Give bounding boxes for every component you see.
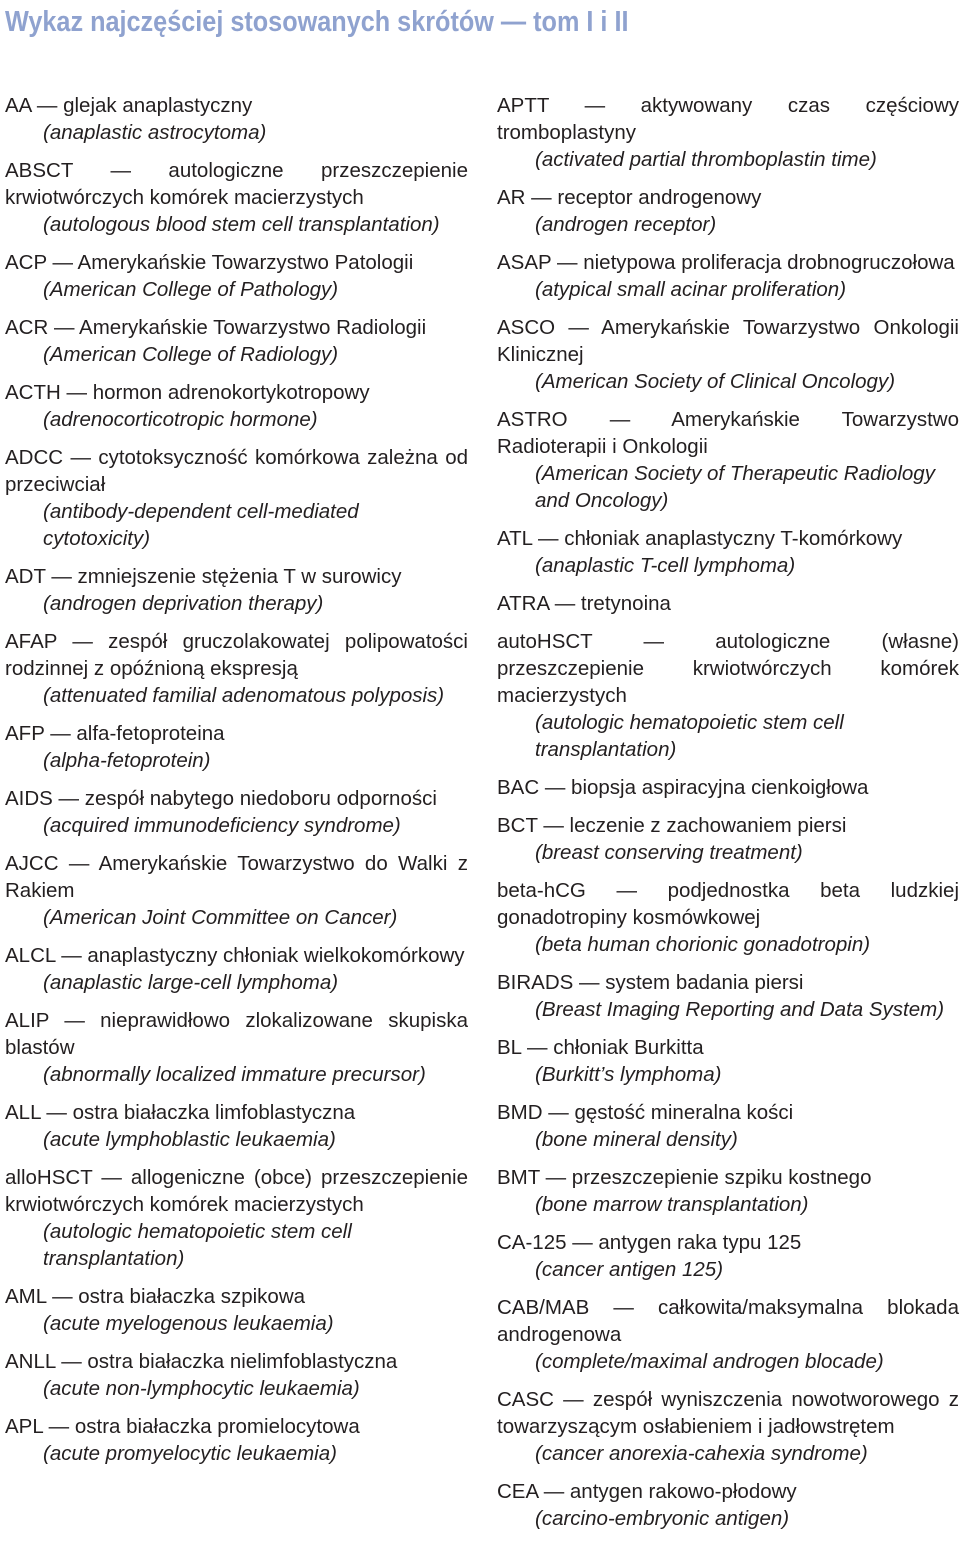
list-item — [497, 590, 959, 617]
english-expansion: (antibody-dependent cell-mediated cytotoxicity) — [43, 500, 359, 550]
english-expansion: (Breast Imaging Reporting and Data System) — [535, 998, 945, 1021]
abbreviation-term: AJCC — Amerykańskie Towarzystwo do Walki z Rakiem — [5, 852, 468, 902]
english-expansion: (American College of Radiology) — [43, 343, 339, 366]
abbreviation-term: AA — glejak anaplastyczny — [5, 94, 253, 117]
abbreviation-term: AIDS — zespół nabytego niedoboru odporności — [5, 787, 437, 810]
abbreviation-term: ATRA — tretynoina — [497, 592, 671, 615]
english-expansion: (American Joint Committee on Cancer) — [43, 906, 398, 929]
list-item — [497, 314, 959, 395]
list-item — [497, 1386, 959, 1467]
english-expansion: (cancer antigen 125) — [535, 1258, 724, 1281]
english-expansion: (attenuated familial adenomatous polyposis) — [43, 684, 445, 707]
english-expansion: (anaplastic T-cell lymphoma) — [535, 554, 796, 577]
english-expansion: (autologic hematopoietic stem cell transplantation) — [535, 711, 844, 761]
abbreviation-term: ADT — zmniejszenie stężenia T w surowicy — [5, 565, 402, 588]
list-item — [5, 1007, 468, 1088]
english-expansion: (American Society of Therapeutic Radiology and Oncology) — [535, 462, 935, 512]
list-item — [497, 249, 959, 303]
english-expansion: (anaplastic large-cell lymphoma) — [43, 971, 339, 994]
list-item — [5, 379, 468, 433]
list-item — [497, 184, 959, 238]
abbreviation-term: beta-hCG — podjednostka beta ludzkiej gonadotropiny kosmówkowej — [497, 879, 959, 929]
list-item — [5, 942, 468, 996]
list-item — [5, 850, 468, 931]
abbreviation-term: ANLL — ostra białaczka nielimfoblastyczna — [5, 1350, 398, 1373]
english-expansion: (bone mineral density) — [535, 1128, 738, 1151]
list-item — [497, 969, 959, 1023]
english-expansion: (carcino-embryonic antigen) — [535, 1507, 790, 1530]
english-expansion: (acute myelogenous leukaemia) — [43, 1312, 334, 1335]
list-item — [5, 314, 468, 368]
list-item — [497, 1099, 959, 1153]
abbreviation-term: ABSCT — autologiczne przeszczepienie krwiotwórczych komórek macierzystych — [5, 159, 468, 209]
english-expansion: (Burkitt’s lymphoma) — [535, 1063, 722, 1086]
english-expansion: (atypical small acinar proliferation) — [535, 278, 847, 301]
list-item — [497, 1478, 959, 1532]
list-item — [5, 444, 468, 552]
english-expansion: (acute non-lymphocytic leukaemia) — [43, 1377, 360, 1400]
abbreviation-term: CA-125 — antygen raka typu 125 — [497, 1231, 802, 1254]
abbreviation-term: BAC — biopsja aspiracyjna cienkoigłowa — [497, 776, 869, 799]
abbreviation-term: ALIP — nieprawidłowo zlokalizowane skupiska blastów — [5, 1009, 468, 1059]
list-item — [497, 628, 959, 763]
list-item — [5, 92, 468, 146]
english-expansion: (autologic hematopoietic stem cell transplantation) — [43, 1220, 352, 1270]
abbreviation-term: AFAP — zespół gruczolakowatej polipowatości rodzinnej z opóźnioną ekspresją — [5, 630, 468, 680]
abbreviation-term: ATL — chłoniak anaplastyczny T-komórkowy — [497, 527, 903, 550]
list-item — [497, 774, 959, 801]
list-item — [5, 563, 468, 617]
english-expansion: (androgen receptor) — [535, 213, 717, 236]
list-item — [497, 92, 959, 173]
english-expansion: (adrenocorticotropic hormone) — [43, 408, 318, 431]
english-expansion: (beta human chorionic gonadotropin) — [535, 933, 871, 956]
list-item — [5, 1164, 468, 1272]
english-expansion: (American Society of Clinical Oncology) — [535, 370, 896, 393]
english-expansion: (alpha-fetoprotein) — [43, 749, 211, 772]
abbreviation-term: BMT — przeszczepienie szpiku kostnego — [497, 1166, 872, 1189]
list-item — [497, 812, 959, 866]
list-item — [497, 1229, 959, 1283]
english-expansion: (androgen deprivation therapy) — [43, 592, 324, 615]
list-item — [497, 877, 959, 958]
english-expansion: (American College of Pathology) — [43, 278, 339, 301]
abbreviation-term: ACTH — hormon adrenokortykotropowy — [5, 381, 370, 404]
list-item — [5, 785, 468, 839]
english-expansion: (acute lymphoblastic leukaemia) — [43, 1128, 336, 1151]
list-item — [5, 1413, 468, 1467]
english-expansion: (cancer anorexia-cahexia syndrome) — [535, 1442, 868, 1465]
abbreviation-term: ADCC — cytotoksyczność komórkowa zależna od przeciwciał — [5, 446, 468, 496]
abbreviation-term: BIRADS — system badania piersi — [497, 971, 804, 994]
list-item — [5, 1283, 468, 1337]
abbreviation-term: APL — ostra białaczka promielocytowa — [5, 1415, 360, 1438]
abbreviation-term: ALCL — anaplastyczny chłoniak wielkokomórkowy — [5, 944, 465, 967]
english-expansion: (abnormally localized immature precursor) — [43, 1063, 426, 1086]
abbreviation-list-left — [5, 92, 468, 1478]
english-expansion: (activated partial thromboplastin time) — [535, 148, 877, 171]
abbreviation-term: ASTRO — Amerykańskie Towarzystwo Radioterapii i Onkologii — [497, 408, 959, 458]
abbreviation-term: ACP — Amerykańskie Towarzystwo Patologii — [5, 251, 414, 274]
list-item — [5, 157, 468, 238]
list-item — [497, 1034, 959, 1088]
abbreviation-term: alloHSCT — allogeniczne (obce) przeszczepienie krwiotwórczych komórek macierzystych — [5, 1166, 468, 1216]
english-expansion: (autologous blood stem cell transplantation) — [43, 213, 440, 236]
list-item — [5, 1348, 468, 1402]
list-item — [497, 525, 959, 579]
abbreviation-term: BMD — gęstość mineralna kości — [497, 1101, 794, 1124]
english-expansion: (breast conserving treatment) — [535, 841, 803, 864]
english-expansion: (bone marrow transplantation) — [535, 1193, 809, 1216]
abbreviation-term: ACR — Amerykańskie Towarzystwo Radiologii — [5, 316, 427, 339]
list-item — [5, 249, 468, 303]
list-item — [5, 720, 468, 774]
english-expansion: (acquired immunodeficiency syndrome) — [43, 814, 401, 837]
abbreviation-term: CASC — zespół wyniszczenia nowotworowego z towarzyszącym osłabieniem i jadłowstrętem — [497, 1388, 959, 1438]
abbreviation-term: AFP — alfa-fetoproteina — [5, 722, 225, 745]
list-item — [497, 1294, 959, 1375]
page-title: Wykaz najczęściej stosowanych skrótów — tom I i II — [5, 6, 629, 38]
abbreviation-term: BCT — leczenie z zachowaniem piersi — [497, 814, 847, 837]
abbreviation-term: ALL — ostra białaczka limfoblastyczna — [5, 1101, 356, 1124]
list-item — [5, 628, 468, 709]
list-item — [497, 1164, 959, 1218]
abbreviation-term: BL — chłoniak Burkitta — [497, 1036, 704, 1059]
abbreviation-list-right — [497, 92, 959, 1543]
list-item — [5, 1099, 468, 1153]
abbreviation-term: ASAP — nietypowa proliferacja drobnogruczołowa — [497, 251, 955, 274]
english-expansion: (anaplastic astrocytoma) — [43, 121, 267, 144]
english-expansion: (complete/maximal androgen blocade) — [535, 1350, 884, 1373]
abbreviation-term: autoHSCT — autologiczne (własne) przeszczepienie krwiotwórczych komórek macierzystych — [497, 630, 959, 707]
abbreviation-term: AR — receptor androgenowy — [497, 186, 762, 209]
abbreviation-term: CAB/MAB — całkowita/maksymalna blokada androgenowa — [497, 1296, 959, 1346]
list-item — [497, 406, 959, 514]
abbreviation-term: CEA — antygen rakowo-płodowy — [497, 1480, 797, 1503]
abbreviation-term: ASCO — Amerykańskie Towarzystwo Onkologii Klinicznej — [497, 316, 959, 366]
abbreviation-term: APTT — aktywowany czas częściowy tromboplastyny — [497, 94, 959, 144]
english-expansion: (acute promyelocytic leukaemia) — [43, 1442, 337, 1465]
abbreviation-term: AML — ostra białaczka szpikowa — [5, 1285, 306, 1308]
